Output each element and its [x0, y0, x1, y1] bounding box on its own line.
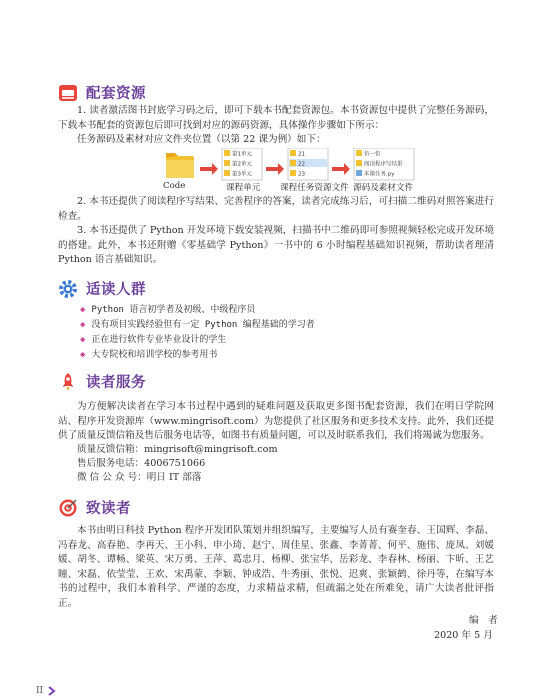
diamond-bullet-icon: ◆	[80, 335, 86, 345]
section-heading-thanks	[58, 497, 131, 518]
unit-2-label: 第2单元	[232, 161, 252, 168]
caption-units: 课程单元	[226, 183, 261, 193]
gear-icon	[58, 279, 78, 299]
lesson-21-label: 21	[298, 151, 305, 158]
audience-list	[80, 303, 315, 363]
list-item: ◆ 正在进行软件专业毕业设计的学生	[80, 333, 315, 348]
resources-paragraph-2: 2. 本书还提供了阅读程序写结果、完善程序的答案，读者完成练习后，可扫描二维码对照答案进行检查。	[58, 196, 494, 222]
section-heading-audience	[58, 278, 146, 299]
toolbox-icon	[58, 83, 78, 103]
resources-paragraph-3: 3. 本书还提供了 Python 开发环境下载安装视频，扫描书中二维码即可参照视频轻松完成开发环境的搭建。此外，本书还附赠《零基础学 Python》一书中的 6 小时编程基础知识视频，帮助读者理清 Python 语言基础知识。	[58, 225, 494, 265]
caption-lesson-files: 课程任务资源文件	[280, 183, 349, 193]
diamond-bullet-icon: ◆	[80, 305, 86, 315]
folder-icon	[166, 153, 194, 178]
resources-path-line: 任务源码及素材对应文件夹位置（以第 22 课为例）如下：	[77, 134, 326, 145]
lesson-23-label: 23	[298, 171, 305, 178]
wechat-line: 微 信 公 众 号：明日 IT 部落	[77, 472, 202, 483]
diamond-bullet-icon: ◆	[80, 350, 86, 360]
section-heading-resources	[58, 82, 146, 103]
file-1-label: 仿一仿	[364, 151, 381, 158]
resources-paragraph-1: 1. 读者激活图书封底学习码之后，即可下载本书配套资源包。本书资源包中提供了完整任务源码，下载本书配套的资源包后即可找到对应的源码资源，具体操作步骤如下所示：	[58, 105, 494, 131]
phone-line: 售后服务电话：4006751066	[77, 458, 206, 469]
unit-3-label: 第3单元	[232, 171, 252, 178]
list-item: ◆ Python 语言初学者及初级、中级程序员	[80, 303, 315, 318]
signature-date: 2020 年 5 月	[434, 630, 493, 641]
section-title: 读者服务	[86, 375, 146, 391]
caption-code: Code	[163, 181, 186, 191]
lesson-22-label: 22	[298, 161, 305, 168]
list-item: ◆ 没有项目实践经验但有一定 Python 编程基础的学习者	[80, 318, 315, 333]
section-title: 配套资源	[86, 86, 146, 102]
arrow-right-icon	[332, 163, 350, 175]
page-footer	[36, 686, 56, 696]
thanks-paragraph: 本书由明日科技 Python 程序开发团队策划并组织编写，主要编写人员有赛奎春、王国辉、李磊、冯春龙、高春艳、李再天、王小科、申小琦、赵宁、周佳星、张鑫、李菁菁、何平、施伟、庞凤、刘媛媛、胡冬、谭畅、梁英、宋万勇、王萍、葛忠月、杨柳、张宝华、岳彩龙、李春林、杨丽、卞昕、王艺瞳、宋磊、依莹莹、王欢、宋禹蒙、李颖、钟成浩、牛秀丽、张悦、迟爽、张颖鹤、徐丹等，在编写本书的过程中，我们本着科学、严谨的态度，力求精益求精，但疏漏之处在所难免，请广大读者批评指正。	[58, 525, 494, 609]
service-paragraph: 为方便解决读者在学习本书过程中遇到的疑难问题及获取更多图书配套资源，我们在明日学院网站、程序开发资源库（www.mingrisoft.com）为您提供了社区服务和更多技术支持。此外，我们还提供了质量反馈信箱及售后服务电话等，如图书有质量问题，可以及时联系我们，我们将竭诚为您服务。	[58, 401, 494, 441]
section-title: 适读人群	[86, 282, 146, 298]
file-2-label: 阅读程序写结果	[364, 161, 403, 168]
arrow-right-icon	[266, 163, 284, 175]
diamond-bullet-icon: ◆	[80, 320, 86, 330]
section-title: 致读者	[86, 501, 131, 517]
file-3-label: 本课任务.py	[364, 171, 395, 178]
caption-source-files: 源码及素材文件	[353, 183, 414, 193]
rocket-icon	[58, 372, 78, 392]
email-line: 质量反馈信箱：mingrisoft@mingrisoft.com	[77, 444, 278, 455]
section-heading-service	[58, 371, 146, 392]
chevron-right-icon	[48, 686, 56, 696]
page-number: II	[36, 686, 44, 696]
signature-author: 编 者	[469, 615, 498, 626]
unit-1-label: 第1单元	[232, 151, 252, 158]
list-item: ◆ 大专院校和培训学校的参考用书	[80, 348, 315, 363]
target-icon	[58, 498, 78, 518]
arrow-right-icon	[200, 163, 218, 175]
